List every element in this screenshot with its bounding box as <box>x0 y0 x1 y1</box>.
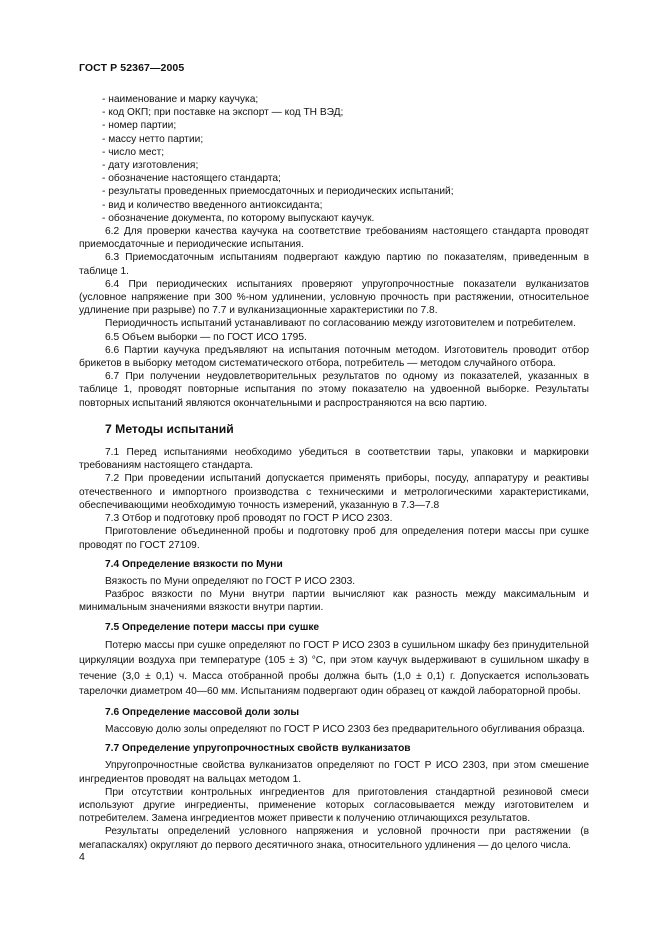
list-item: - обозначение документа, по которому выпускают каучук. <box>102 212 375 224</box>
subsection-heading-7-7: 7.7 Определение упругопрочностных свойств вулканизатов <box>105 743 411 755</box>
paragraph-6-4-periodicity: Периодичность испытаний устанавливают по согласованию между изготовителем и потребителем. <box>105 318 576 330</box>
paragraph-6-4: 6.4 При периодических испытаниях проверяют упругопрочностные показатели вулканизатов (условное напряжение при 300 %-ном удлинении, условную прочность при растяжении, относительное удлинение при разрыве) по 7.7 и вулканизационные характеристики по 7.8. <box>79 278 589 317</box>
section-heading-7: 7 Методы испытаний <box>105 421 234 436</box>
paragraph-6-7: 6.7 При получении неудовлетворительных результатов по одному из показателей, указанных в таблице 1, проводят повторные испытания по этому показателю на удвоенной выборке. Результаты повторных испытаний являются окончательными и распространяются на всю партию. <box>79 371 589 409</box>
list-item: - результаты проведенных приемосдаточных и периодических испытаний; <box>102 186 454 198</box>
list-item: - номер партии; <box>102 120 177 132</box>
paragraph-7-3-sampling: Приготовление объединенной пробы и подготовку проб для определения потери массы при сушке проводят по ГОСТ 27109. <box>79 526 589 551</box>
paragraph-7-7-b: При отсутствии контрольных ингредиентов для приготовления стандартной резиновой смеси используют другие ингредиенты, применение которых согласовывается между изготовителем и потребителем. Замена ингредиентов может привести к получению отличающихся результатов. <box>79 786 589 825</box>
paragraph-7-7-c: Результаты определений условного напряжения и условной прочности при растяжении (в мегапаскалях) округляют до первого десятичного знака, относительного удлинения — до целого числа. <box>79 826 589 851</box>
subsection-heading-7-4: 7.4 Определение вязкости по Муни <box>105 558 283 570</box>
subsection-heading-7-5: 7.5 Определение потери массы при сушке <box>105 621 320 633</box>
list-item: - наименование и марку каучука; <box>102 94 259 105</box>
paragraph-7-5: Потерю массы при сушке определяют по ГОСТ Р ИСО 2303 в сушильном шкафу без принудительной циркуляции воздуха при температуре (105 ± 3) °С, при этом каучук выдерживают в сушильном шкафу в течение (3,0 ± 0,1) ч. Масса отобранной пробы должна быть (1,0 ± 0,1) г. Допускается использовать тарелочки диаметром 40—60 мм. Испытаниям подвергают один образец от каждой лабораторной пробы. <box>79 639 589 698</box>
paragraph-7-7-a: Упругопрочностные свойства вулканизатов определяют по ГОСТ Р ИСО 2303, при этом смешение ингредиентов проводят на вальцах методом 1. <box>79 760 589 785</box>
paragraph-7-4-b: Разброс вязкости по Муни внутри партии вычисляют как разность между максимальным и минимальным значениями вязкости внутри партии. <box>79 589 589 614</box>
paragraph-6-3: 6.3 Приемосдаточным испытаниям подвергают каждую партию по показателям, приведенным в таблице 1. <box>79 252 589 277</box>
paragraph-7-6: Массовую долю золы определяют по ГОСТ Р ИСО 2303 без предварительного обугливания образца. <box>105 723 585 735</box>
paragraph-7-1: 7.1 Перед испытаниями необходимо убедиться в соответствии тары, упаковки и маркировки требованиям настоящего стандарта. <box>79 447 589 472</box>
document-header: ГОСТ Р 52367—2005 <box>79 62 185 74</box>
subsection-heading-7-6: 7.6 Определение массовой доли золы <box>105 706 300 718</box>
document-body <box>79 93 589 852</box>
list-item: - массу нетто партии; <box>102 133 204 145</box>
list-item: - вид и количество введенного антиоксиданта; <box>102 199 323 211</box>
paragraph-6-2: 6.2 Для проверки качества каучука на соответствие требованиям настоящего стандарта проводят приемосдаточные и периодические испытания. <box>79 226 589 251</box>
paragraph-6-6: 6.6 Партии каучука предъявляют на испытания поточным методом. Изготовитель проводит отбор брикетов в выборку методом систематического отбора, потребитель — методом случайного отбора. <box>79 344 589 370</box>
list-item: - обозначение настоящего стандарта; <box>102 173 281 185</box>
paragraph-7-3: 7.3 Отбор и подготовку проб проводят по ГОСТ Р ИСО 2303. <box>105 513 393 525</box>
list-item: - дату изготовления; <box>102 160 199 172</box>
paragraph-6-5: 6.5 Объем выборки — по ГОСТ ИСО 1795. <box>105 331 307 343</box>
list-item: - код ОКП; при поставке на экспорт — код ТН ВЭД; <box>102 107 344 119</box>
list-item: - число мест; <box>102 146 165 158</box>
page-number: 4 <box>79 851 85 863</box>
paragraph-7-4-a: Вязкость по Муни определяют по ГОСТ Р ИСО 2303. <box>105 575 356 587</box>
paragraph-7-2: 7.2 При проведении испытаний допускается применять приборы, посуду, аппаратуру и реактивы отечественного и импортного производства с техническими и метрологическими характеристиками, обеспечивающими необходимую точность измерений, указанную в 7.3—7.8 <box>79 473 589 511</box>
